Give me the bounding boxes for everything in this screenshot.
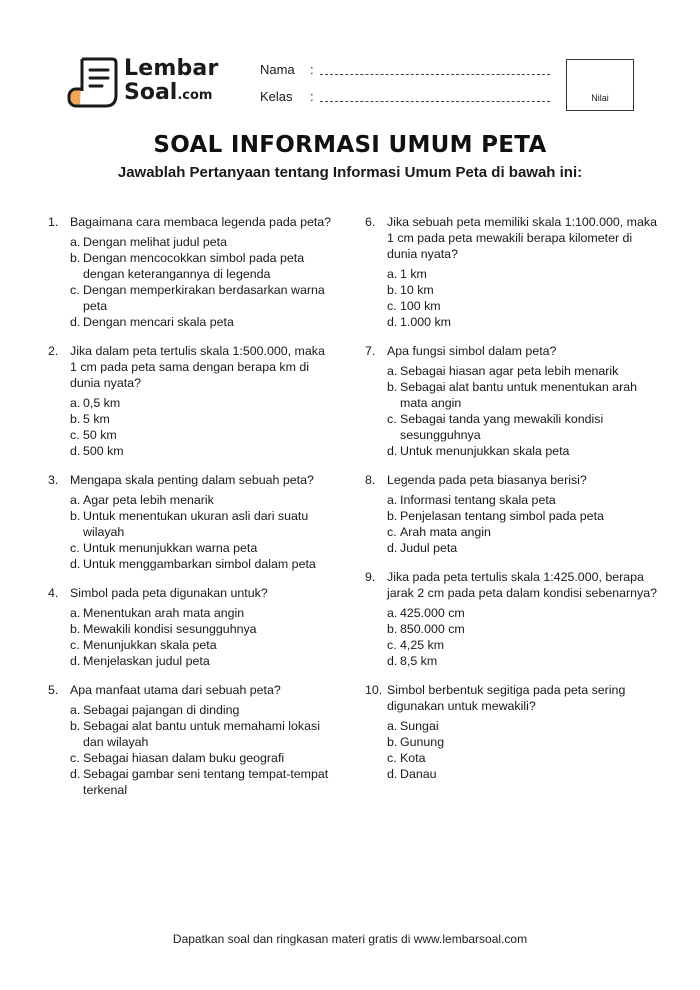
question-number: 5. (48, 683, 59, 697)
option-text: 1 km (400, 267, 427, 281)
option-text: Dengan mencocokkan simbol pada peta dengan keterangannya di legenda (83, 251, 305, 281)
logo-word-soal-text: Soal (124, 80, 178, 105)
instructions: Jawablah Pertanyaan tentang Informasi Umum Peta di bawah ini: (117, 164, 583, 181)
option-letter: c. (387, 525, 397, 539)
option-letter: d. (70, 315, 81, 329)
score-label: Nilai (591, 93, 609, 103)
option-text: 4,25 km (400, 638, 445, 652)
option-text: Danau (400, 767, 437, 781)
option-letter: b. (387, 283, 398, 297)
option-text: Penjelasan tentang simbol pada peta (400, 509, 604, 523)
question-item (48, 472, 333, 572)
logo-wordmark (124, 57, 219, 108)
option-letter: b. (70, 622, 81, 636)
option-text: Menentukan arah mata angin (83, 606, 245, 620)
option-letter: a. (70, 235, 81, 249)
logo-domain-suffix: .com (177, 88, 213, 103)
answer-option[interactable] (70, 250, 333, 282)
option-text: 10 km (400, 283, 434, 297)
answer-option[interactable] (387, 266, 665, 282)
answer-option[interactable] (387, 314, 665, 330)
question-text: Simbol berbentuk segitiga pada peta sering digunakan untuk mewakili? (387, 683, 626, 713)
question-number: 7. (365, 344, 376, 358)
option-letter: c. (70, 638, 80, 652)
option-text: Dengan memperkirakan berdasarkan warna peta (83, 283, 325, 313)
option-letter: d. (387, 541, 398, 555)
option-text: Untuk menunjukkan warna peta (83, 541, 258, 555)
questions-left-column (48, 214, 333, 811)
option-letter: b. (70, 251, 81, 265)
answer-option[interactable] (387, 282, 665, 298)
answer-option[interactable] (70, 766, 333, 798)
option-letter: c. (70, 751, 80, 765)
answer-option[interactable] (387, 766, 665, 782)
answer-option[interactable] (387, 411, 665, 443)
option-letter: c. (387, 638, 397, 652)
class-colon: : (310, 89, 314, 104)
answer-option[interactable] (387, 492, 665, 508)
option-text: Arah mata angin (400, 525, 491, 539)
name-blank-line[interactable] (320, 74, 550, 75)
question-item (48, 585, 333, 669)
option-text: Agar peta lebih menarik (83, 493, 214, 507)
class-label: Kelas (260, 89, 293, 104)
question-text: Jika dalam peta tertulis skala 1:500.000, maka 1 cm pada peta sama dengan berapa km di dunia nyata? (70, 344, 325, 390)
option-text: 50 km (83, 428, 117, 442)
option-letter: d. (387, 654, 398, 668)
option-letter: a. (70, 493, 81, 507)
answer-option[interactable] (387, 540, 665, 556)
option-letter: b. (387, 380, 398, 394)
question-text: Apa fungsi simbol dalam peta? (387, 344, 557, 358)
question-number: 8. (365, 473, 376, 487)
option-letter: b. (70, 412, 81, 426)
option-letter: a. (70, 703, 81, 717)
answer-option[interactable] (387, 363, 665, 379)
question-text: Jika pada peta tertulis skala 1:425.000, berapa jarak 2 cm pada peta dalam kondisi sebenarnya? (387, 570, 658, 600)
option-text: Kota (400, 751, 426, 765)
option-letter: b. (70, 719, 81, 733)
option-text: Dengan melihat judul peta (83, 235, 227, 249)
question-item (48, 682, 333, 798)
question-text: Apa manfaat utama dari sebuah peta? (70, 683, 281, 697)
option-letter: d. (70, 444, 81, 458)
option-text: Menunjukkan skala peta (83, 638, 217, 652)
option-letter: c. (387, 299, 397, 313)
option-text: Sebagai hiasan dalam buku geografi (83, 751, 285, 765)
answer-option[interactable] (387, 508, 665, 524)
answer-option[interactable] (387, 637, 665, 653)
question-number: 10. (365, 683, 383, 697)
answer-option[interactable] (70, 540, 333, 556)
option-letter: c. (387, 412, 397, 426)
option-letter: a. (387, 364, 398, 378)
option-letter: b. (387, 622, 398, 636)
question-item (365, 472, 665, 556)
score-box[interactable] (566, 59, 634, 111)
logo-word-lembar: Lembar (124, 56, 219, 81)
answer-option[interactable] (387, 750, 665, 766)
answer-option[interactable] (70, 621, 333, 637)
option-letter: a. (387, 719, 398, 733)
name-colon: : (310, 62, 314, 77)
answer-option[interactable] (70, 395, 333, 411)
option-text: Judul peta (400, 541, 458, 555)
answer-option[interactable] (70, 314, 333, 330)
logo-word-soal (124, 81, 219, 108)
answer-option[interactable] (70, 234, 333, 250)
question-item (365, 569, 665, 669)
question-text: Simbol pada peta digunakan untuk? (70, 586, 268, 600)
question-item (365, 682, 665, 782)
option-text: Mewakili kondisi sesungguhnya (83, 622, 257, 636)
answer-option[interactable] (70, 427, 333, 443)
answer-option[interactable] (70, 492, 333, 508)
option-text: 8,5 km (400, 654, 438, 668)
answer-option[interactable] (387, 524, 665, 540)
answer-option[interactable] (387, 734, 665, 750)
name-label: Nama (260, 62, 295, 77)
page-title: SOAL INFORMASI UMUM PETA (153, 132, 547, 158)
option-letter: c. (70, 541, 80, 555)
answer-option[interactable] (70, 282, 333, 314)
site-logo (66, 55, 226, 110)
answer-option[interactable] (387, 298, 665, 314)
question-text: Legenda pada peta biasanya berisi? (387, 473, 587, 487)
option-text: 425.000 cm (400, 606, 465, 620)
option-text: Sebagai pajangan di dinding (83, 703, 240, 717)
option-text: Menjelaskan judul peta (83, 654, 210, 668)
option-text: Sebagai hiasan agar peta lebih menarik (400, 364, 619, 378)
option-text: Sebagai gambar seni tentang tempat-tempat terkenal (83, 767, 329, 797)
answer-option[interactable] (70, 702, 333, 718)
question-number: 2. (48, 344, 59, 358)
option-text: Sebagai alat bantu untuk memahami lokasi dan wilayah (83, 719, 320, 749)
option-letter: d. (70, 557, 81, 571)
option-letter: d. (70, 767, 81, 781)
option-letter: a. (70, 396, 81, 410)
footer-note: Dapatkan soal dan ringkasan materi gratis di www.lembarsoal.com (172, 932, 528, 946)
question-number: 4. (48, 586, 59, 600)
answer-option[interactable] (70, 508, 333, 540)
question-item (48, 214, 333, 330)
answer-option[interactable] (387, 621, 665, 637)
option-letter: b. (387, 735, 398, 749)
option-text: 100 km (400, 299, 441, 313)
option-letter: a. (387, 267, 398, 281)
answer-option[interactable] (70, 605, 333, 621)
answer-option[interactable] (387, 653, 665, 669)
questions-right-column (365, 214, 665, 795)
option-letter: c. (387, 751, 397, 765)
option-text: Untuk menggambarkan simbol dalam peta (83, 557, 316, 571)
option-letter: c. (70, 283, 80, 297)
option-text: 850.000 cm (400, 622, 465, 636)
answer-option[interactable] (387, 605, 665, 621)
option-letter: a. (387, 606, 398, 620)
option-text: Informasi tentang skala peta (400, 493, 556, 507)
answer-option[interactable] (70, 443, 333, 459)
answer-option[interactable] (387, 718, 665, 734)
answer-option[interactable] (70, 556, 333, 572)
option-text: 0,5 km (83, 396, 121, 410)
option-letter: a. (70, 606, 81, 620)
option-letter: b. (387, 509, 398, 523)
option-text: Sebagai tanda yang mewakili kondisi sesungguhnya (400, 412, 604, 442)
option-letter: d. (387, 315, 398, 329)
question-text: Bagaimana cara membaca legenda pada peta? (70, 215, 332, 229)
question-item (48, 343, 333, 459)
answer-option[interactable] (70, 653, 333, 669)
option-letter: d. (387, 767, 398, 781)
scroll-paper-icon (66, 55, 122, 110)
option-text: 500 km (83, 444, 124, 458)
question-number: 6. (365, 215, 376, 229)
answer-option[interactable] (70, 637, 333, 653)
option-text: Untuk menentukan ukuran asli dari suatu wilayah (83, 509, 309, 539)
option-text: 1.000 km (400, 315, 451, 329)
question-item (365, 214, 665, 330)
answer-option[interactable] (70, 411, 333, 427)
question-text: Mengapa skala penting dalam sebuah peta? (70, 473, 314, 487)
option-text: Gunung (400, 735, 445, 749)
option-letter: d. (70, 654, 81, 668)
question-number: 9. (365, 570, 376, 584)
answer-option[interactable] (387, 379, 665, 411)
option-text: Sebagai alat bantu untuk menentukan arah mata angin (400, 380, 637, 410)
question-number: 3. (48, 473, 59, 487)
option-letter: b. (70, 509, 81, 523)
question-text: Jika sebuah peta memiliki skala 1:100.000, maka 1 cm pada peta mewakili berapa kilometer di dunia nyata? (387, 215, 657, 261)
question-item (365, 343, 665, 459)
option-text: 5 km (83, 412, 110, 426)
option-letter: d. (387, 444, 398, 458)
option-letter: c. (70, 428, 80, 442)
answer-option[interactable] (70, 750, 333, 766)
option-text: Untuk menunjukkan skala peta (400, 444, 570, 458)
option-letter: a. (387, 493, 398, 507)
option-text: Dengan mencari skala peta (83, 315, 234, 329)
answer-option[interactable] (387, 443, 665, 459)
question-number: 1. (48, 215, 59, 229)
answer-option[interactable] (70, 718, 333, 750)
option-text: Sungai (400, 719, 439, 733)
class-blank-line[interactable] (320, 101, 550, 102)
